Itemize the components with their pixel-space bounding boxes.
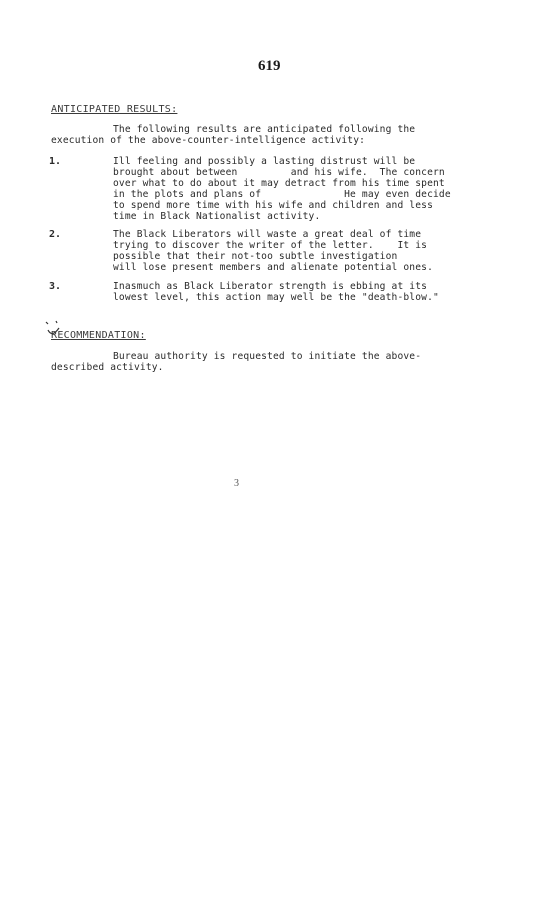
item-number: 1.	[49, 156, 62, 167]
item-number: 2.	[49, 229, 62, 240]
recommendation-line: Bureau authority is requested to initiate the above-	[113, 351, 422, 362]
item-line: will lose present members and alienate potential ones.	[113, 262, 433, 273]
item-line: Inasmuch as Black Liberator strength is ebbing at its	[113, 281, 428, 292]
item-line: time in Black Nationalist activity.	[113, 211, 321, 222]
item-line: Ill feeling and possibly a lasting distrust will be	[113, 156, 416, 167]
intro-line: execution of the above-counter-intelligence activity:	[51, 135, 366, 146]
recommendation-line: described activity.	[51, 362, 164, 373]
item-line: trying to discover the writer of the letter. It is	[113, 240, 428, 251]
item-line: lowest level, this action may well be the "death-blow."	[113, 292, 439, 303]
recommendation-heading: RECOMMENDATION:	[51, 330, 146, 341]
page-number: 619	[258, 58, 281, 74]
item-number: 3.	[49, 281, 62, 292]
footer-page-number: 3	[234, 478, 239, 489]
item-line: brought about between and his wife. The concern	[113, 167, 445, 178]
item-line: in the plots and plans of He may even decide	[113, 189, 451, 200]
intro-line: The following results are anticipated following the	[113, 124, 416, 135]
item-line: to spend more time with his wife and children and less	[113, 200, 433, 211]
item-line: The Black Liberators will waste a great deal of time	[113, 229, 422, 240]
item-line: over what to do about it may detract from his time spent	[113, 178, 445, 189]
anticipated-results-heading: ANTICIPATED RESULTS:	[51, 104, 178, 115]
item-line: possible that their not-too subtle investigation	[113, 251, 398, 262]
